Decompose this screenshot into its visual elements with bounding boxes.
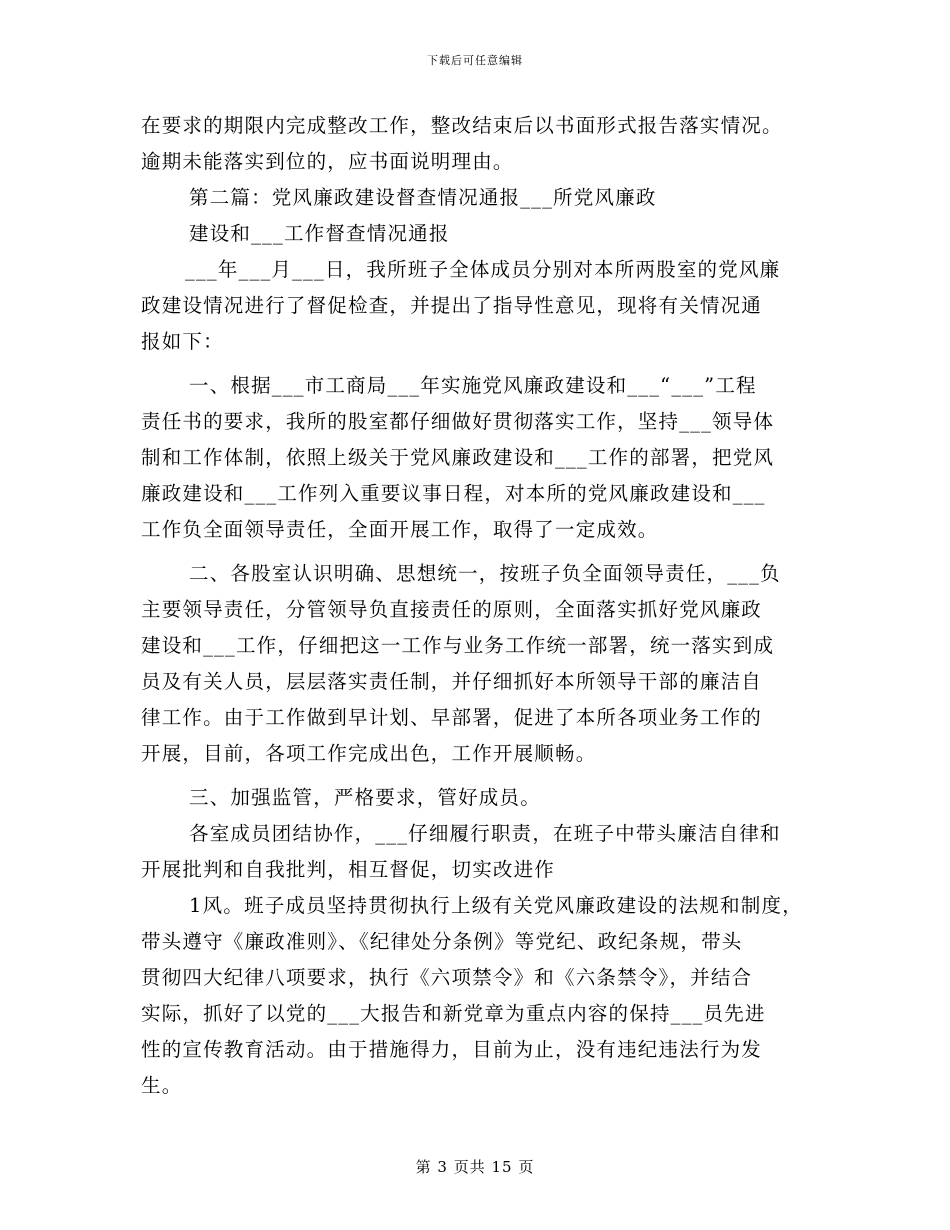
text-line: 责任书的要求，我所的股室都仔细做好贯彻落实工作，坚持___领导体 [141,410,775,433]
text-line: 主要领导责任，分管领导负直接责任的原则，全面落实抓好党风廉政 [141,598,763,621]
text-line: 实际，抓好了以党的___大报告和新党章为重点内容的保持___员先进 [141,1002,766,1025]
text-line: 建设和___工作，仔细把这一工作与业务工作统一部署，统一落实到成 [141,634,775,657]
text-line: 开展，目前，各项工作完成出色，工作开展顺畅。 [141,742,597,765]
text-line: 一、根据___市工商局___年实施党风廉政建设和___“___”工程 [189,374,757,397]
text-line: 性的宣传教育活动。由于措施得力，目前为止，没有违纪违法行为发 [141,1038,763,1061]
text-line: 逾期未能落实到位的，应书面说明理由。 [141,150,514,173]
text-line: 报如下： [141,330,224,353]
text-line: 生。 [141,1074,183,1097]
page-header: 下载后可任意编辑 [427,54,523,67]
text-line: 政建设情况进行了督促检查，并提出了指导性意见，现将有关情况通 [141,294,763,317]
text-line: 廉政建设和___工作列入重要议事日程，对本所的党风廉政建设和___ [141,482,766,505]
text-line: 二、各股室认识明确、思想统一，按班子负全面领导责任，___负 [189,562,781,585]
page-number: 第 3 页共 15 页 [415,1158,535,1176]
text-line: 1风。班子成员坚持贯彻执行上级有关党风廉政建设的法规和制度， [189,894,803,917]
text-line: 在要求的期限内完成整改工作，整改结束后以书面形式报告落实情况。 [141,114,783,137]
text-line: 建设和___工作督查情况通报 [189,222,450,245]
text-line: ___年___月___日，我所班子全体成员分别对本所两股室的党风廉 [185,258,781,281]
text-line: 贯彻四大纪律八项要求，执行《六项禁令》和《六条禁令》，并结合 [141,966,753,989]
text-line: 工作负全面领导责任，全面开展工作，取得了一定成效。 [141,518,659,541]
text-line: 各室成员团结协作，___仔细履行职责，在班子中带头廉洁自律和 [189,822,781,845]
text-line: 制和工作体制，依照上级关于党风廉政建设和___工作的部署，把党风 [141,446,775,469]
text-line: 员及有关人员，层层落实责任制，并仔细抓好本所领导干部的廉洁自 [141,670,763,693]
text-line: 律工作。由于工作做到早计划、早部署，促进了本所各项业务工作的 [141,706,763,729]
text-line: 第二篇：党风廉政建设督查情况通报___所党风廉政 [189,186,657,209]
text-line: 三、加强监管，严格要求，管好成员。 [189,786,541,809]
text-line: 开展批判和自我批判，相互督促，切实改进作 [141,858,556,881]
text-line: 带头遵守《廉政准则》、《纪律处分条例》等党纪、政纪条规，带头 [141,930,743,953]
